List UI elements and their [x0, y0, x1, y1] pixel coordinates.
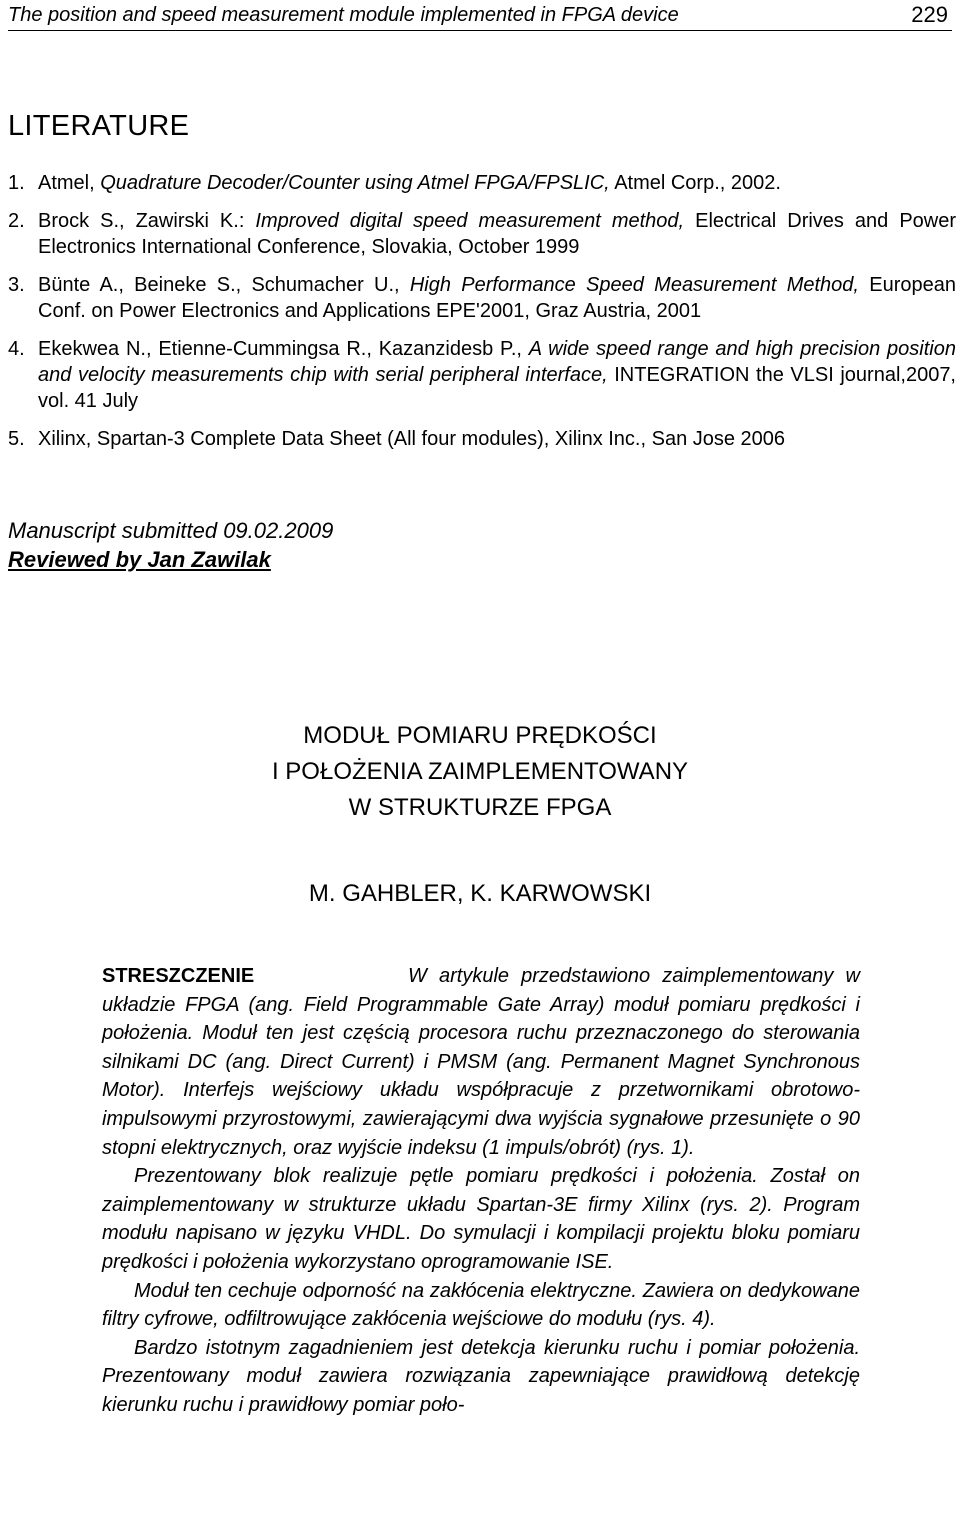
- polish-authors: M. GAHBLER, K. KARWOWSKI: [308, 880, 652, 907]
- polish-abstract: [102, 962, 860, 1420]
- abstract-paragraph-text: W artykule przedstawiono zaimplementowany w układzie FPGA (ang. Field Programmable Gate Array) moduł pomiaru prędkości i położenia. Moduł ten jest częścią procesora ruchu przeznaczonego do sterowania silnikami DC (ang. Direct Current) i PMSM (ang. Permanent Magnet Synchronous Motor). Interfejs wejściowy układu współpracuje z przetwornikami obrotowo-impulsowymi przyrostowymi, zawierającymi dwa wyjścia sygnałowe przesunięte o 90 stopni elektrycznych, oraz wyjście indeksu (1 impuls/obrót) (rys. 1).: [102, 965, 860, 1159]
- reference-authors: Ekekwea N., Etienne-Cummingsa R., Kazanzidesb P.,: [38, 338, 529, 360]
- reference-title: Quadrature Decoder/Counter using Atmel FPGA/FPSLIC,: [100, 172, 610, 194]
- reference-source: European Conf. on Power Electronics and Applications EPE'2001, Graz Austria, 2001: [38, 274, 957, 322]
- page-number: 229: [911, 2, 948, 27]
- abstract-paragraph: Bardzo istotnym zagadnieniem jest detekcja kierunku ruchu i pomiar położenia. Prezentowany moduł zawiera rozwiązania zapewniające prawidłową detekcję kierunku ruchu i prawidłowy pomiar poło-: [102, 1336, 860, 1416]
- literature-heading: LITERATURE: [8, 110, 190, 142]
- reference-source: Atmel Corp., 2002.: [609, 172, 781, 194]
- reference-title: High Performance Speed Measurement Method,: [409, 274, 859, 296]
- reference-authors: Bünte A., Beineke S., Schumacher U.,: [38, 274, 410, 296]
- reference-item: [8, 170, 956, 196]
- reference-item: [8, 272, 956, 324]
- polish-title-line: I POŁOŻENIA ZAIMPLEMENTOWANY: [271, 758, 689, 785]
- running-header-title: The position and speed measurement module implemented in FPGA device: [8, 4, 679, 26]
- abstract-paragraph: Prezentowany blok realizuje pętle pomiaru prędkości i położenia. Został on zaimplementowany w strukturze układu Spartan-3E firmy Xilinx (rys. 2). Program modułu napisano w języku VHDL. Do symulacji i kompilacji projektu bloku pomiaru prędkości i położenia wykorzystano oprogramowanie ISE.: [102, 1165, 860, 1273]
- reviewer-line: Reviewed by Jan Zawilak: [8, 547, 271, 572]
- polish-title-line: MODUŁ POMIARU PRĘDKOŚCI: [303, 722, 657, 749]
- polish-title: [0, 718, 960, 826]
- reference-authors: Xilinx, Spartan-3 Complete Data Sheet (All four modules), Xilinx Inc., San Jose 2006: [38, 428, 786, 450]
- reference-source: Electrical Drives and Power Electronics International Conference, Slovakia, October 1999: [38, 210, 957, 258]
- reference-text: [38, 272, 956, 324]
- reference-item: [8, 208, 956, 260]
- reference-source: INTEGRATION the VLSI journal,2007, vol. 41 July: [38, 364, 956, 412]
- reference-title: A wide speed range and high precision position and velocity measurements chip with serial peripheral interface,: [38, 338, 956, 386]
- reference-item: [8, 336, 956, 414]
- reference-text: [38, 208, 956, 260]
- reference-number: 3.: [8, 274, 25, 296]
- abstract-label: STRESZCZENIE: [102, 965, 255, 987]
- reference-text: [38, 336, 956, 414]
- reference-number: 2.: [8, 210, 25, 232]
- reference-text: [38, 426, 956, 452]
- reference-authors: Brock S., Zawirski K.:: [38, 210, 256, 232]
- abstract-paragraph: [102, 962, 860, 1162]
- reference-item: [8, 426, 956, 452]
- manuscript-date: Manuscript submitted 09.02.2009: [8, 518, 334, 543]
- abstract-paragraph: Moduł ten cechuje odporność na zakłócenia elektryczne. Zawiera on dedykowane filtry cyfrowe, odfiltrowujące zakłócenia wejściowe do modułu (rys. 4).: [102, 1279, 860, 1331]
- reference-authors: Atmel,: [38, 172, 101, 194]
- running-header: [8, 2, 952, 31]
- reference-title: Improved digital speed measurement method,: [255, 210, 685, 232]
- reference-number: 4.: [8, 338, 25, 360]
- reference-number: 5.: [8, 428, 25, 450]
- reference-text: [38, 170, 956, 196]
- reference-number: 1.: [8, 172, 25, 194]
- reference-list: [8, 170, 956, 464]
- polish-title-line: W STRUKTURZE FPGA: [348, 794, 612, 821]
